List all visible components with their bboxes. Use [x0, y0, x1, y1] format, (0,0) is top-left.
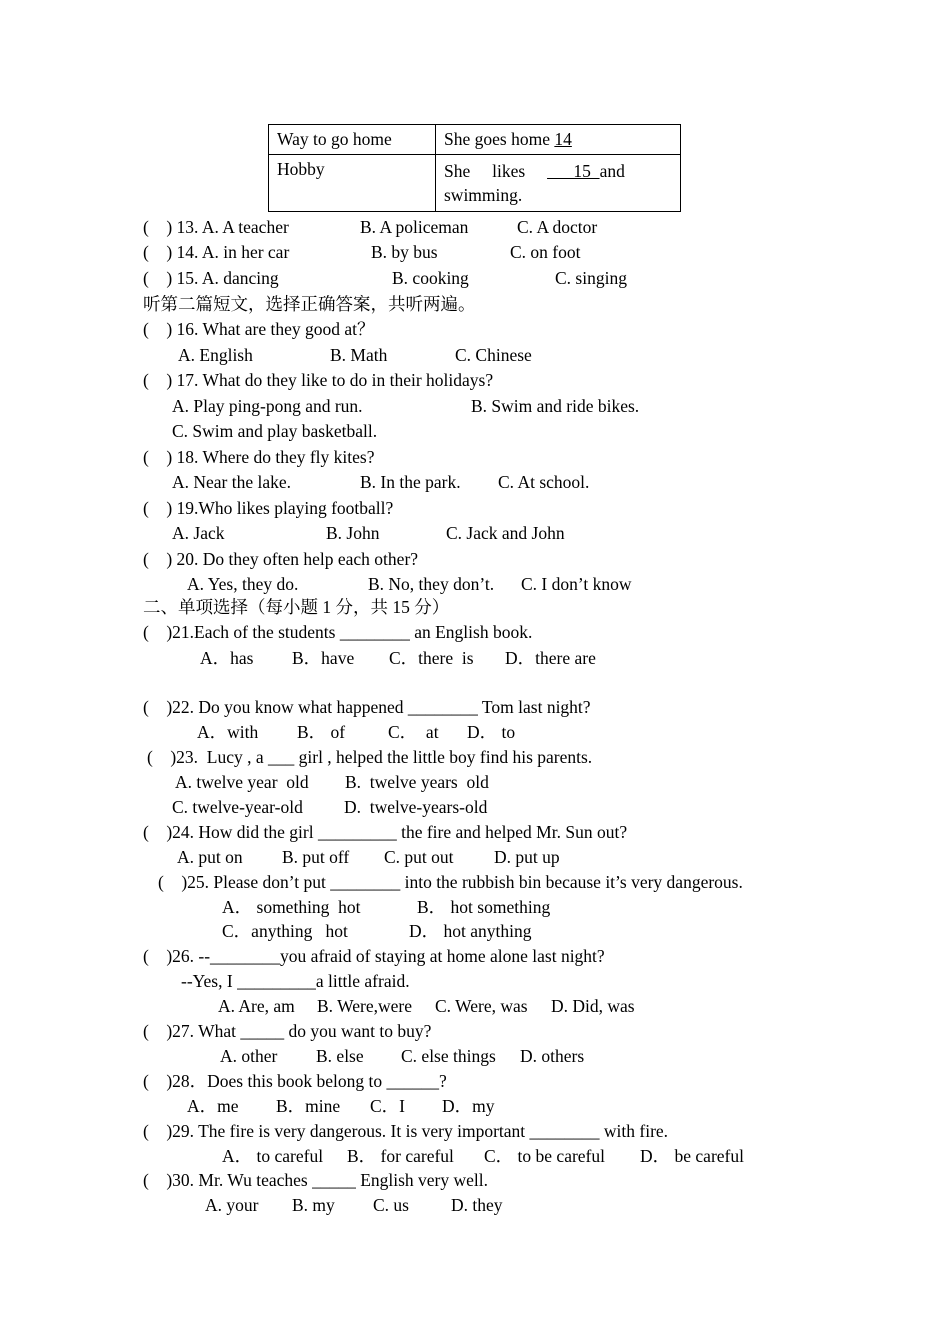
- info-table: [268, 124, 681, 212]
- question-line: ( ) 13. A. A teacher: [143, 217, 289, 237]
- answer-option: B. A policeman: [360, 217, 469, 237]
- answer-option: B. my: [292, 1195, 335, 1215]
- question-line: A. Jack: [172, 523, 225, 543]
- answer-option: D. twelve-years-old: [344, 797, 488, 817]
- answer-option: D. others: [520, 1046, 585, 1066]
- question-line: ( )21.Each of the students ________ an English book.: [143, 622, 533, 642]
- table-key-cell: Way to go home: [269, 125, 436, 155]
- question-line: --Yes, I _________a little afraid.: [181, 971, 410, 991]
- table-value-text-end: and: [599, 161, 625, 181]
- answer-option: B． hot something: [417, 897, 551, 917]
- table-row: [269, 125, 681, 155]
- answer-option: D. Did, was: [551, 996, 635, 1016]
- table-row: [269, 155, 681, 212]
- answer-option: B. cooking: [392, 268, 469, 288]
- question-line: ( )30. Mr. Wu teaches _____ English very well.: [143, 1170, 489, 1190]
- question-line: A. Play ping-pong and run.: [172, 396, 363, 416]
- answer-option: C. I don’t know: [521, 574, 632, 594]
- question-line: A. twelve year old: [175, 772, 309, 792]
- table-value-cell: [436, 155, 681, 212]
- question-line: ( ) 17. What do they like to do in their holidays?: [143, 370, 494, 390]
- answer-option: B. Swim and ride bikes.: [471, 396, 640, 416]
- answer-option: B. twelve years old: [345, 772, 489, 792]
- question-line: A. Are, am: [218, 996, 295, 1016]
- question-line: ( )25. Please don’t put ________ into the rubbish bin because it’s very dangerous.: [158, 872, 743, 892]
- answer-option: D．my: [442, 1096, 495, 1116]
- question-line: A． something hot: [222, 897, 361, 917]
- question-line: A. English: [178, 345, 253, 365]
- question-line: ( )27. What _____ do you want to buy?: [143, 1021, 432, 1041]
- question-line: ( ) 15. A. dancing: [143, 268, 279, 288]
- question-line: ( ) 14. A. in her car: [143, 242, 290, 262]
- answer-blank-15: 15: [547, 161, 600, 181]
- question-line: A. your: [205, 1195, 259, 1215]
- question-line: 听第二篇短文，选择正确答案，共听两遍。: [143, 294, 476, 314]
- answer-option: C．I: [370, 1096, 405, 1116]
- question-line: ( ) 18. Where do they fly kites?: [143, 447, 375, 467]
- question-line: ( )24. How did the girl _________ the fire and helped Mr. Sun out?: [143, 822, 628, 842]
- question-line: ( )29. The fire is very dangerous. It is very important ________ with fire.: [143, 1121, 669, 1141]
- question-line: ( ) 20. Do they often help each other?: [143, 549, 419, 569]
- answer-option: C． to be careful: [484, 1146, 605, 1166]
- answer-option: B. Math: [330, 345, 388, 365]
- answer-option: C. Jack and John: [446, 523, 565, 543]
- question-line: A. Near the lake.: [172, 472, 292, 492]
- answer-option: B. put off: [282, 847, 350, 867]
- answer-option: B. John: [326, 523, 380, 543]
- answer-option: C. singing: [555, 268, 627, 288]
- table-value-text-line2: swimming.: [444, 185, 523, 205]
- question-line: A．me: [187, 1096, 239, 1116]
- question-line: ( ) 16. What are they good at？: [143, 319, 375, 339]
- answer-option: C．there is: [389, 648, 474, 668]
- answer-option: B．have: [292, 648, 355, 668]
- question-line: 二、单项选择（每小题 1 分，共 15 分）: [143, 597, 450, 617]
- answer-option: C. on foot: [510, 242, 581, 262]
- answer-option: D． hot anything: [409, 921, 532, 941]
- answer-option: B．mine: [276, 1096, 341, 1116]
- question-line: C. twelve-year-old: [172, 797, 303, 817]
- question-line: A. other: [220, 1046, 278, 1066]
- answer-option: B. In the park.: [360, 472, 461, 492]
- answer-option: B. by bus: [371, 242, 438, 262]
- answer-option: C. Chinese: [455, 345, 532, 365]
- answer-option: C. At school.: [498, 472, 590, 492]
- answer-option: C. A doctor: [517, 217, 598, 237]
- question-line: ( )26. --________you afraid of staying at home alone last night?: [143, 946, 605, 966]
- answer-option: D． be careful: [640, 1146, 744, 1166]
- answer-option: D. they: [451, 1195, 503, 1215]
- question-line: ( ) 19.Who likes playing football?: [143, 498, 394, 518]
- answer-option: B． for careful: [347, 1146, 454, 1166]
- answer-option: C． at: [388, 722, 439, 742]
- table-value-cell: [436, 125, 681, 155]
- answer-option: C. else things: [401, 1046, 496, 1066]
- answer-option: D. put up: [494, 847, 560, 867]
- answer-option: B． of: [297, 722, 346, 742]
- question-line: C．anything hot: [222, 921, 348, 941]
- answer-option: B. Were,were: [317, 996, 412, 1016]
- question-line: A．has: [200, 648, 254, 668]
- answer-option: C. Were, was: [435, 996, 528, 1016]
- answer-option: D．there are: [505, 648, 596, 668]
- table-value-text: She likes: [444, 161, 548, 181]
- question-line: A. put on: [177, 847, 243, 867]
- question-line: ( )23. Lucy , a ___ girl , helped the little boy find his parents.: [147, 747, 593, 767]
- answer-option: D． to: [467, 722, 516, 742]
- answer-option: B. No, they don’t.: [368, 574, 495, 594]
- question-line: A．with: [197, 722, 259, 742]
- question-line: ( )28．Does this book belong to ______?: [143, 1071, 447, 1091]
- question-line: A. Yes, they do.: [187, 574, 299, 594]
- table-value-text: She goes home: [444, 129, 555, 149]
- question-line: ( )22. Do you know what happened ________ Tom last night?: [143, 697, 591, 717]
- answer-option: B. else: [316, 1046, 364, 1066]
- question-line: C. Swim and play basketball.: [172, 421, 378, 441]
- answer-option: C. put out: [384, 847, 454, 867]
- table-key-cell: Hobby: [269, 155, 436, 212]
- answer-blank-14: 14: [554, 129, 572, 149]
- question-line: A． to careful: [222, 1146, 324, 1166]
- answer-option: C. us: [373, 1195, 409, 1215]
